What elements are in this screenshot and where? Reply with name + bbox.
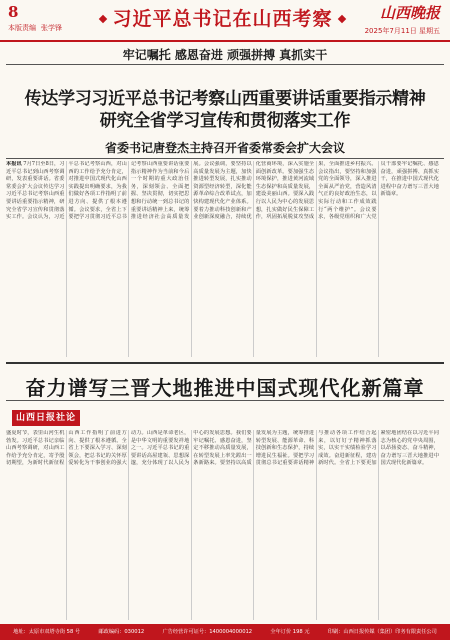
page-number: 8	[8, 3, 19, 21]
section-divider	[6, 362, 444, 364]
page-footer	[0, 624, 450, 640]
footer-address: 地址：太原市双塔寺街 58 号	[13, 629, 81, 635]
footer-price: 全年订价 198 元	[270, 629, 310, 635]
editorial-badge: 山西日报社论	[12, 410, 80, 426]
kicker-headline: 牢记嘱托 感恩奋进 顽强拼搏 真抓实干	[122, 48, 328, 62]
editorial-body	[6, 430, 439, 620]
article-body	[6, 161, 439, 357]
divider	[6, 400, 444, 401]
divider	[6, 158, 444, 159]
column-title: 习近平总书记在山西考察	[110, 4, 335, 31]
footer-postcode: 邮政编码：030012	[98, 629, 145, 635]
editor-credit: 本版责编 张学锋	[8, 24, 62, 32]
subheadline: 省委书记唐登杰主持召开省委常委会扩大会议	[104, 141, 345, 155]
main-headline-line-2: 研究全省学习宣传和贯彻落实工作	[99, 111, 351, 131]
issue-date: 2025年7月11日 星期五	[364, 27, 440, 35]
article-lead: 本报讯	[6, 161, 22, 167]
footer-ad-license: 广告经营许可证号：1400004000012	[162, 629, 253, 635]
article-text: 7月7日至8日，习近平总书记到山西考察调研，发表重要讲话。省委常委会扩大会议传达学习习近平总书记考察山西重要讲话重要指示精神，研究全省学习宣传和贯彻落实工作。会议认为，习近平总书记考察山西，对山西的工作给予充分肯定，对推进中国式现代化山西实践提出明确要求，为我们做好各项工作指明了前进方向、提供了根本遵循。会议要求，全省上下要把学习贯彻习近平总书记考察山西重要讲话重要指示精神作为当前和今后一个时期的重大政治任务，深刻领会、全面把握、坚决贯彻，切实把思想和行动统一到总书记的重要讲话精神上来，统筹推进经济社会高质量发展。会议强调，要坚持以高质量发展为主题，加快推进转型发展，扎实推动资源型经济转型，深化能源革命综合改革试点，加快构建现代化产业体系。要着力推动科技创新和产业创新深度融合，持续优化营商环境，深入实施全面创新改革。要加强生态环境保护，推进黄河流域生态保护和高质量发展，建设美丽山西。要深入践行以人民为中心的发展思想，扎实做好民生保障工作，巩固拓展脱贫攻坚成果，全面推进乡村振兴。会议指出，要坚持和加强党的全面领导，深入推进全面从严治党，营造风清气正的良好政治生态，以实际行动和工作成效践行“两个维护”。会议要求，各级党组织和广大党员干部要牢记嘱托、感恩奋进，顽强拼搏、真抓实干，在推进中国式现代化进程中奋力谱写三晋大地新篇章。	[6, 161, 439, 221]
newspaper-logo: 山西晚报	[379, 4, 440, 22]
editorial-headline: 奋力谱写三晋大地推进中国式现代化新篇章	[25, 376, 425, 400]
main-headline	[0, 88, 450, 132]
editorial-text: 盛夏时节，表里山河生机勃发。习近平总书记亲临山西考察调研，对山西工作给予充分肯定，寄予殷切期望，为新时代新征程山西工作指明了前进方向、提供了根本遵循。全省上下要深入学习、深刻领会，把总书记的关怀厚爱转化为干事创业的强大动力。山西是革命老区，是中华文明的重要发祥地之一。习近平总书记的重要讲话高屋建瓴、思想深邃，充分体现了以人民为中心的发展思想。我们要牢记嘱托、感恩奋进，坚定不移推动高质量发展，在转型发展上率先蹚出一条新路来。要坚持以高质量发展为主题，统筹推进转型发展、能源革命、科技创新和生态保护，持续增进民生福祉。要把学习贯彻总书记重要讲话精神与推动各项工作结合起来，以钉钉子精神抓落实，以实干实绩检验学习成效。奋进新征程，建功新时代。全省上下要更加紧密地团结在以习近平同志为核心的党中央周围，以昂扬姿态、奋斗精神，奋力谱写三晋大地推进中国式现代化新篇章。	[6, 430, 439, 467]
page-masthead	[0, 0, 450, 42]
divider	[6, 64, 444, 65]
footer-printer: 印刷：山西日报传媒（集团）印务有限责任公司	[327, 629, 437, 635]
main-headline-line-1: 传达学习习近平总书记考察山西重要讲话重要指示精神	[24, 89, 426, 109]
